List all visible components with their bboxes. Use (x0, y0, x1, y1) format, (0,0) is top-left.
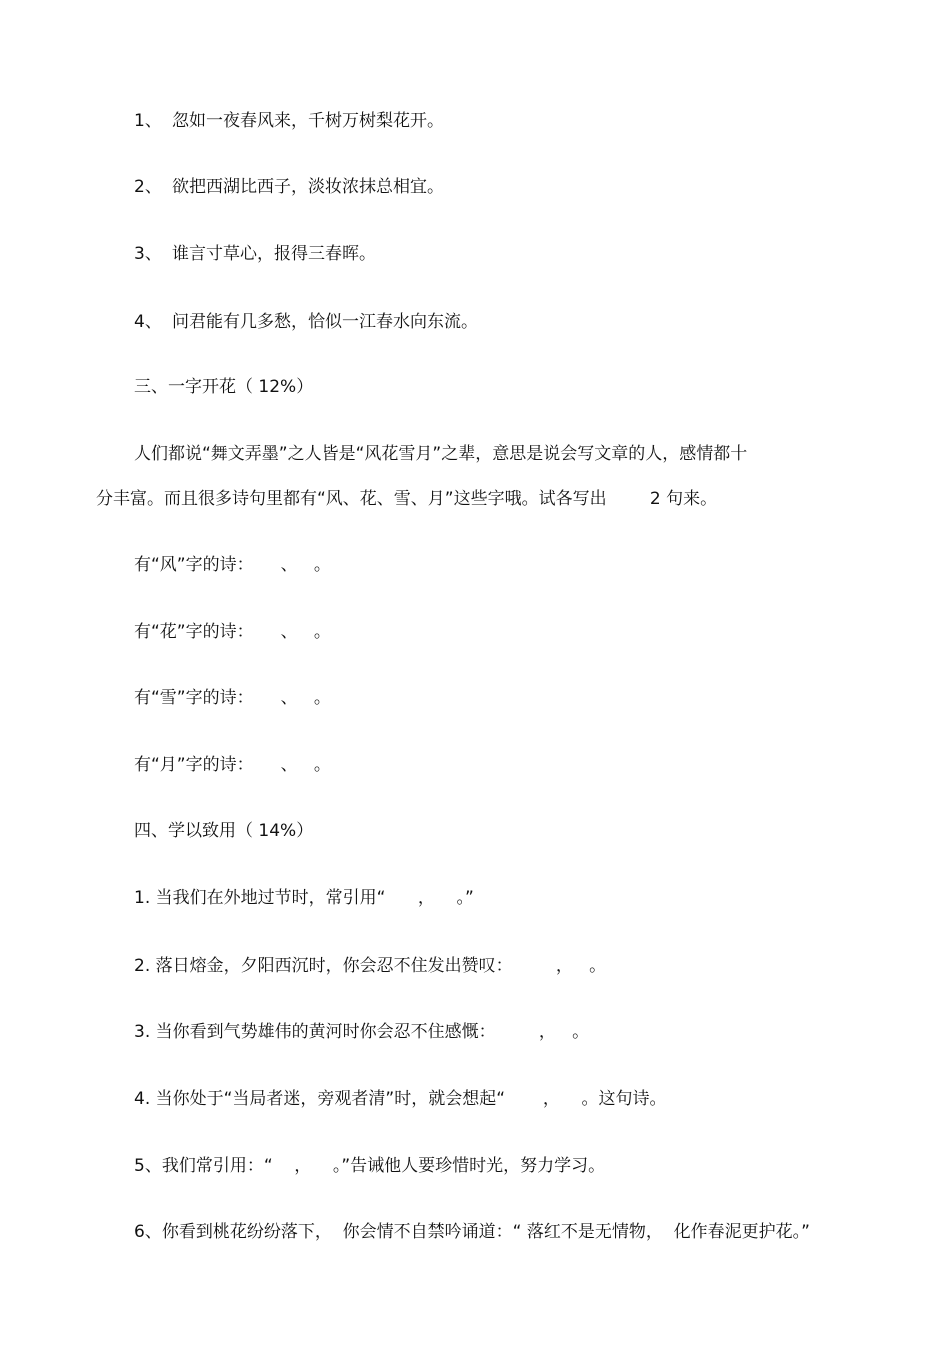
section-four-item: 3. 当你看到气势雄伟的黄河时你会忍不住感慨： ， 。 (134, 1022, 590, 1042)
section-two-item-num: 1、 (134, 111, 162, 131)
section-four-item: 6、你看到桃花纷纷落下， 你会情不自禁吟诵道：“ 落红不是无情物， 化作春泥更护花。” (134, 1222, 810, 1242)
section-two-item-text: 忽如一夜春风来，千树万树梨花开。 (172, 111, 444, 131)
section-two-item-num: 4、 (134, 312, 162, 332)
fill-in-prompt-flower: 有“花”字的诗： 、 。 (134, 622, 331, 642)
section-four-heading: 四、学以致用（ 14%） (134, 821, 314, 841)
section-three-heading: 三、一字开花（ 12%） (134, 377, 314, 397)
section-two-item-text: 谁言寸草心，报得三春晖。 (172, 244, 376, 264)
section-three-intro-line-2: 分丰富。而且很多诗句里都有“风、花、雪、月”这些字哦。试各写出 2 句来。 (96, 489, 718, 509)
section-two-item-num: 2、 (134, 177, 162, 197)
section-three-intro-line-1: 人们都说“舞文弄墨”之人皆是“风花雪月”之辈，意思是说会写文章的人，感情都十 (134, 444, 748, 464)
section-two-item-num: 3、 (134, 244, 162, 264)
section-four-item: 4. 当你处于“当局者迷，旁观者清”时，就会想起“ ， 。这句诗。 (134, 1089, 667, 1109)
section-two-item-text: 欲把西湖比西子，淡妆浓抹总相宜。 (172, 177, 444, 197)
fill-in-prompt-snow: 有“雪”字的诗： 、 。 (134, 688, 331, 708)
section-two-item-text: 问君能有几多愁，恰似一江春水向东流。 (172, 312, 478, 332)
fill-in-prompt-wind: 有“风”字的诗： 、 。 (134, 555, 331, 575)
fill-in-prompt-moon: 有“月”字的诗： 、 。 (134, 755, 331, 775)
section-four-item: 1. 当我们在外地过节时，常引用“ ， 。” (134, 888, 474, 908)
section-four-item: 5、我们常引用：“ ， 。”告诫他人要珍惜时光，努力学习。 (134, 1156, 606, 1176)
section-four-item: 2. 落日熔金，夕阳西沉时，你会忍不住发出赞叹： ， 。 (134, 956, 607, 976)
